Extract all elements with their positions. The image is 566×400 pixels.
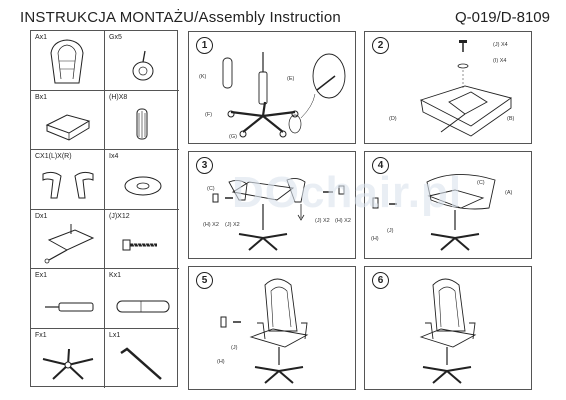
step-number: 4 bbox=[372, 157, 389, 174]
part-e-cell bbox=[31, 269, 105, 329]
part-d-cell bbox=[31, 210, 105, 270]
callout-label: (C) bbox=[477, 180, 485, 186]
callout-label: (J) bbox=[387, 228, 394, 234]
callout-label: (H) bbox=[371, 236, 379, 242]
part-g-cell bbox=[105, 31, 179, 91]
part-f-cell bbox=[31, 329, 105, 389]
washer-stack-icon bbox=[105, 91, 179, 151]
bolt-icon bbox=[105, 210, 179, 270]
step-number: 1 bbox=[196, 37, 213, 54]
callout-label: (B) bbox=[507, 116, 515, 122]
part-label: (H)X8 bbox=[109, 93, 128, 101]
callout-label: (H) bbox=[217, 359, 225, 365]
caster-icon bbox=[105, 31, 179, 91]
gas-lift-icon bbox=[31, 269, 105, 329]
callout-label: (K) bbox=[199, 74, 207, 80]
part-label: Dx1 bbox=[35, 212, 48, 220]
part-label: Ix4 bbox=[109, 153, 119, 160]
callout-label: (E) bbox=[287, 76, 295, 82]
step-2-panel bbox=[364, 31, 532, 144]
backrest-icon bbox=[31, 31, 105, 91]
part-c-cell bbox=[31, 150, 105, 210]
callout-label: (J) bbox=[231, 345, 238, 351]
part-label: Gx5 bbox=[109, 34, 122, 41]
part-label: (J)X12 bbox=[109, 212, 130, 220]
part-a-cell bbox=[31, 31, 105, 91]
document-title: INSTRUKCJA MONTAŻU/Assembly Instruction bbox=[20, 9, 341, 26]
cover-tube-icon bbox=[105, 269, 179, 329]
part-label: CX1(L)X(R) bbox=[35, 153, 72, 160]
step-1-panel bbox=[188, 31, 356, 144]
parts-list bbox=[30, 30, 178, 387]
callout-label: (H) X2 bbox=[203, 222, 219, 228]
callout-label: (G) bbox=[229, 134, 237, 140]
seat-icon bbox=[31, 91, 105, 151]
allen-key-icon bbox=[105, 329, 179, 389]
part-label: Ax1 bbox=[35, 34, 48, 41]
step-1-illustration bbox=[189, 32, 357, 145]
step-number: 6 bbox=[372, 272, 389, 289]
part-k-cell bbox=[105, 269, 179, 329]
callout-label: (H) X2 bbox=[335, 218, 351, 224]
part-j-cell bbox=[105, 210, 179, 270]
callout-label: (D) bbox=[389, 116, 397, 122]
ring-washer-icon bbox=[105, 150, 179, 210]
part-label: Ex1 bbox=[35, 272, 48, 279]
part-label: Lx1 bbox=[109, 331, 121, 339]
part-i-cell bbox=[105, 150, 179, 210]
armrest-icon bbox=[31, 150, 105, 210]
step-5-panel bbox=[188, 266, 356, 390]
step-2-illustration bbox=[365, 32, 533, 145]
step-number: 3 bbox=[196, 157, 213, 174]
step-6-panel bbox=[364, 266, 532, 390]
part-l-cell bbox=[105, 329, 179, 389]
part-b-cell bbox=[31, 91, 105, 151]
callout-label: (J) X4 bbox=[493, 42, 508, 48]
watermark: DOchair.pl bbox=[232, 168, 463, 217]
step-5-illustration bbox=[189, 267, 357, 391]
step-number: 5 bbox=[196, 272, 213, 289]
model-code: Q-019/D-8109 bbox=[454, 9, 550, 26]
step-number: 2 bbox=[372, 37, 389, 54]
callout-label: (C) bbox=[207, 186, 215, 192]
part-label: Kx1 bbox=[109, 272, 122, 279]
part-label: Fx1 bbox=[35, 331, 47, 339]
mechanism-icon bbox=[31, 210, 105, 270]
part-h-cell bbox=[105, 91, 179, 151]
callout-label: (J) X2 bbox=[225, 222, 240, 228]
step-6-illustration bbox=[365, 267, 533, 391]
callout-label: (J) X2 bbox=[315, 218, 330, 224]
callout-label: (F) bbox=[205, 112, 213, 118]
callout-label: (A) bbox=[505, 190, 513, 196]
part-label: Bx1 bbox=[35, 93, 48, 101]
callout-label: (I) X4 bbox=[493, 58, 507, 64]
base-star-icon bbox=[31, 329, 105, 389]
